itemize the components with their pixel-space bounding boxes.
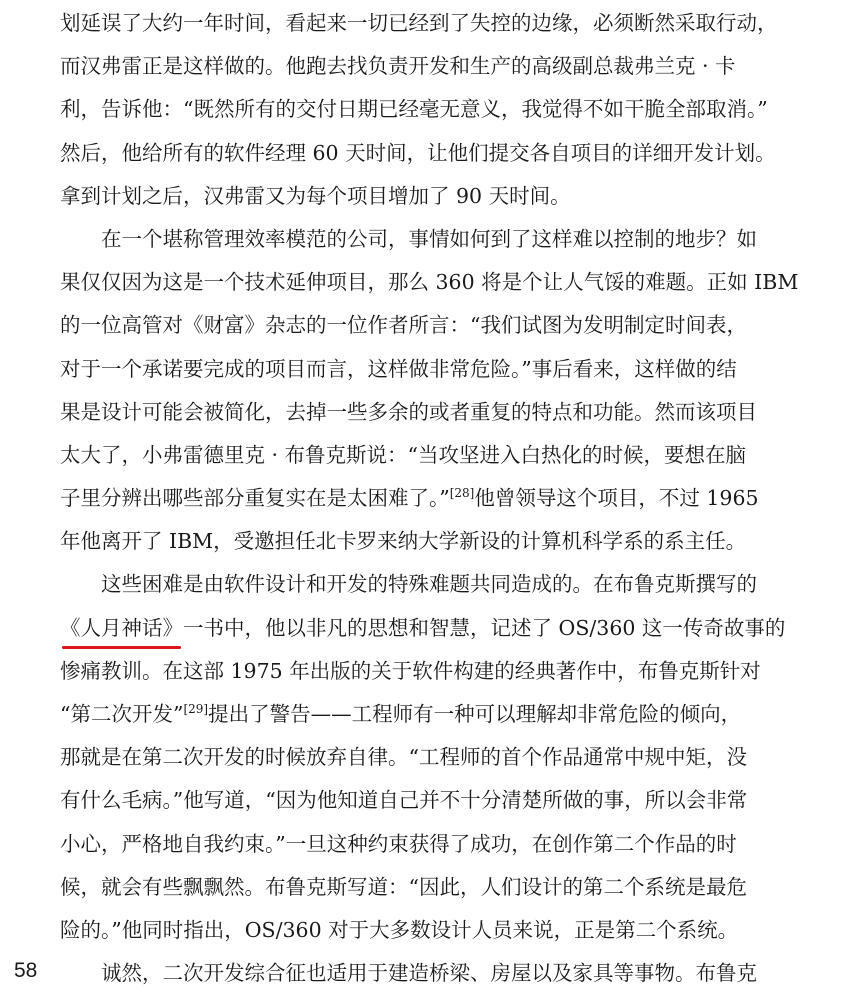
text-line xyxy=(60,175,814,218)
underlined-book-title: 《人月神话》 xyxy=(60,607,183,650)
text-line xyxy=(60,909,814,952)
text-segment: 在一个堪称管理效率模范的公司，事情如何到了这样难以控制的地步？如 xyxy=(101,226,757,251)
text-segment: 而汉弗雷正是这样做的。他跑去找负责开发和生产的高级副总裁弗兰克 · 卡 xyxy=(60,54,736,79)
paragraph-first-line xyxy=(60,563,814,606)
text-segment: 利，告诉他：“既然所有的交付日期已经毫无意义，我觉得不如干脆全部取消。” xyxy=(60,97,768,122)
text-line xyxy=(60,520,814,563)
text-line xyxy=(60,132,814,175)
text-line xyxy=(60,779,814,822)
text-segment: 年他离开了 IBM，受邀担任北卡罗来纳大学新设的计算机科学系的系主任。 xyxy=(60,529,747,554)
text-segment: 小心，严格地自我约束。”一旦这种约束获得了成功，在创作第二个作品的时 xyxy=(60,831,737,856)
paragraph-first-line xyxy=(60,952,814,995)
text-segment: 果是设计可能会被简化，去掉一些多余的或者重复的特点和功能。然而该项目 xyxy=(60,399,757,424)
text-line xyxy=(60,304,814,347)
text-segment: 拿到计划之后，汉弗雷又为每个项目增加了 90 天时间。 xyxy=(60,183,571,208)
text-segment: 然后，他给所有的软件经理 60 天时间，让他们提交各自项目的详细开发计划。 xyxy=(60,140,776,165)
text-segment: 诚然，二次开发综合征也适用于建造桥梁、房屋以及家具等事物。布鲁克 xyxy=(101,961,757,986)
text-segment: 这些困难是由软件设计和开发的特殊难题共同造成的。在布鲁克斯撰写的 xyxy=(101,572,757,597)
text-line xyxy=(60,2,814,45)
text-segment: 的一位高管对《财富》杂志的一位作者所言：“我们试图为发明制定时间表， xyxy=(60,313,747,338)
text-segment: 太大了，小弗雷德里克 · 布鲁克斯说：“当攻坚进入白热化的时候，要想在脑 xyxy=(60,442,747,467)
text-segment: 险的。”他同时指出，OS/360 对于大多数设计人员来说，正是第二个系统。 xyxy=(60,917,739,942)
text-segment: 划延误了大约一年时间，看起来一切已经到了失控的边缘，必须断然采取行动， xyxy=(60,11,778,35)
text-line xyxy=(60,866,814,909)
text-line xyxy=(60,736,814,779)
text-line xyxy=(60,45,814,88)
text-line xyxy=(60,348,814,391)
text-segment: 果仅仅因为这是一个技术延伸项目，那么 360 将是个让人气馁的难题。正如 IBM xyxy=(60,270,799,295)
text-segment: 有什么毛病。”他写道，“因为他知道自己并不十分清楚所做的事，所以会非常 xyxy=(60,788,748,813)
text-segment: 惨痛教训。在这部 1975 年出版的关于软件构建的经典著作中，布鲁克斯针对 xyxy=(60,658,761,683)
text-segment: 他曾领导这个项目，不过 1965 xyxy=(474,486,759,511)
text-segment: 子里分辨出哪些部分重复实在是太困难了。” xyxy=(60,486,450,511)
body-text xyxy=(60,2,814,995)
text-line xyxy=(60,477,814,520)
text-line xyxy=(60,650,814,693)
text-segment: 对于一个承诺要完成的项目而言，这样做非常危险。”事后看来，这样做的结 xyxy=(60,356,737,381)
text-segment: 提出了警告——工程师有一种可以理解却非常危险的倾向， xyxy=(208,702,742,726)
text-segment: 那就是在第二次开发的时候放弃自律。“工程师的首个作品通常中规中矩，没 xyxy=(60,745,747,770)
text-line xyxy=(60,823,814,866)
citation-superscript: [28] xyxy=(449,486,475,501)
text-segment: “第二次开发” xyxy=(60,702,184,726)
citation-superscript: [29] xyxy=(183,702,209,716)
text-line xyxy=(60,391,814,434)
text-line xyxy=(60,261,814,304)
text-line xyxy=(60,434,814,477)
text-segment: 候，就会有些飘飘然。布鲁克斯写道：“因此，人们设计的第二个系统是最危 xyxy=(60,874,747,899)
paragraph-first-line xyxy=(60,218,814,261)
text-line xyxy=(60,693,814,736)
text-segment: 一书中，他以非凡的思想和智慧，记述了 OS/360 这一传奇故事的 xyxy=(183,615,786,640)
page-number: 58 xyxy=(14,959,38,982)
text-line xyxy=(60,88,814,131)
text-line xyxy=(60,607,814,650)
